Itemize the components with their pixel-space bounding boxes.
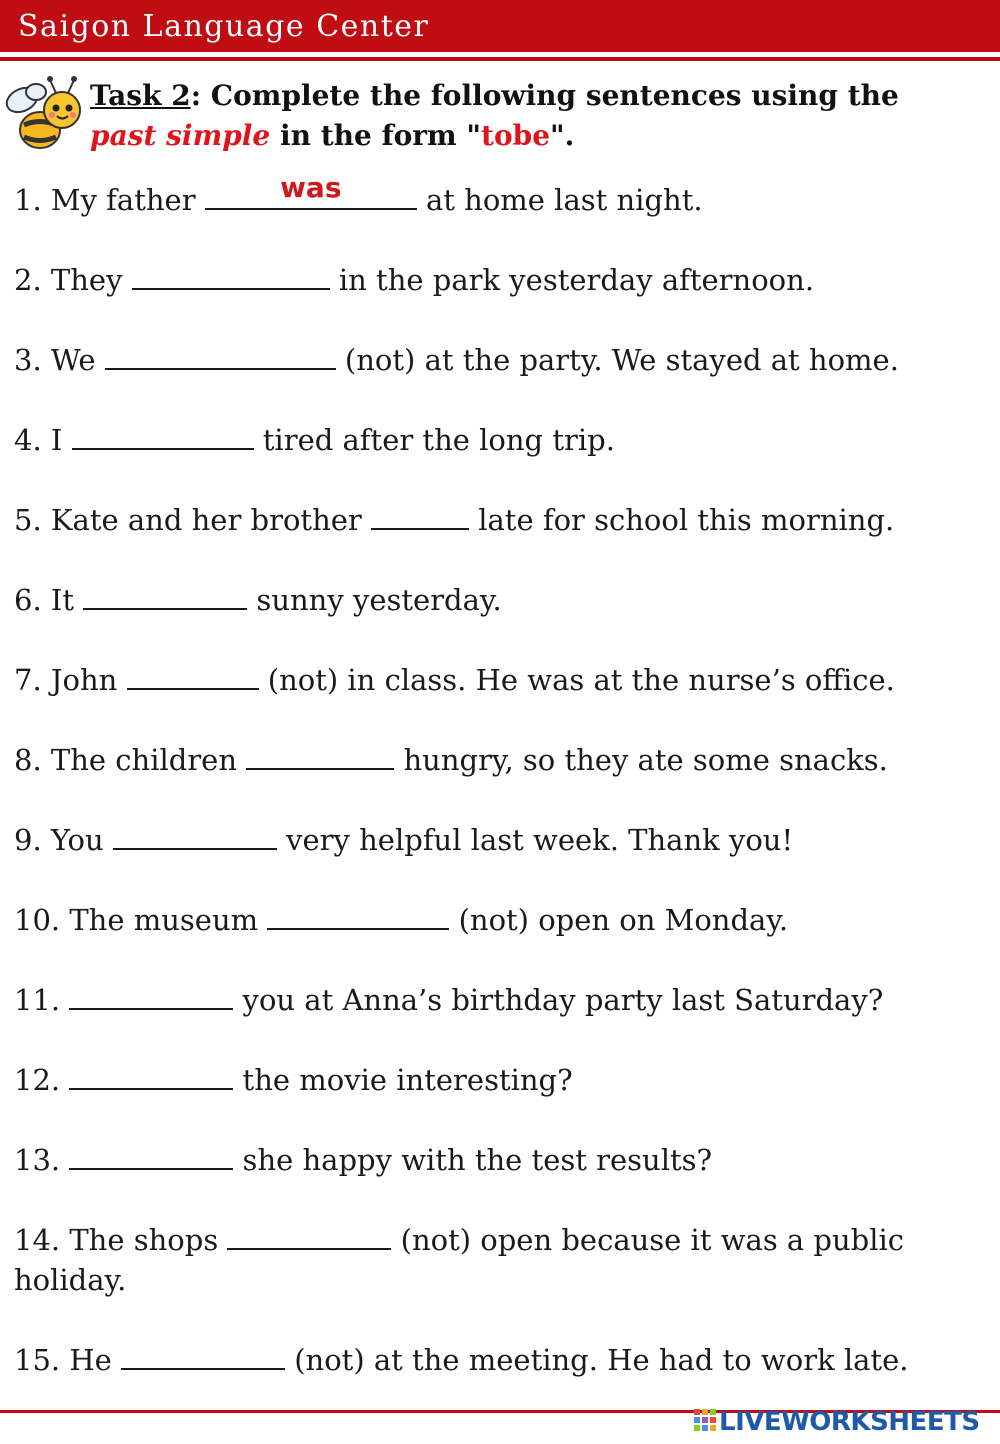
question-text: 1. My father bbox=[14, 183, 205, 217]
question-text: sunny yesterday. bbox=[247, 583, 502, 617]
answer-text: was bbox=[280, 171, 342, 204]
task-instruction bbox=[90, 76, 995, 156]
question-text: 6. It bbox=[14, 583, 84, 617]
answer-blank[interactable] bbox=[121, 1346, 285, 1370]
question-13 bbox=[14, 1140, 989, 1180]
task-text-2: in the form " bbox=[270, 119, 482, 152]
question-text: 15. He bbox=[14, 1343, 122, 1377]
question-text: 14. The shops bbox=[14, 1223, 228, 1257]
task-text-1: : Complete the following sentences using the bbox=[190, 79, 899, 112]
answer-blank[interactable] bbox=[267, 906, 449, 930]
header-bar bbox=[0, 0, 1000, 52]
question-text: 10. The museum bbox=[14, 903, 268, 937]
question-text: (not) open because it was a public holiday. bbox=[14, 1223, 905, 1297]
question-text: 11. bbox=[14, 983, 70, 1017]
liveworksheets-logo bbox=[693, 1405, 980, 1439]
question-12 bbox=[14, 1060, 989, 1100]
answer-blank[interactable] bbox=[127, 666, 259, 690]
question-4 bbox=[14, 420, 989, 460]
question-text: 3. We bbox=[14, 343, 105, 377]
task-label: Task 2 bbox=[90, 79, 191, 112]
question-5 bbox=[14, 500, 989, 540]
question-text: 4. I bbox=[14, 423, 72, 457]
question-text: 12. bbox=[14, 1063, 70, 1097]
liveworksheets-logo-icon bbox=[693, 1407, 717, 1437]
question-3 bbox=[14, 340, 989, 380]
answer-blank[interactable] bbox=[371, 506, 469, 530]
answer-blank[interactable] bbox=[69, 986, 233, 1010]
answer-blank[interactable] bbox=[113, 826, 277, 850]
question-text: you at Anna’s birthday party last Saturday? bbox=[233, 983, 884, 1017]
liveworksheets-logo-text: LIVEWORKSHEETS bbox=[719, 1407, 980, 1437]
answer-blank[interactable] bbox=[132, 266, 330, 290]
question-text: tired after the long trip. bbox=[253, 423, 615, 457]
question-text: hungry, so they ate some snacks. bbox=[394, 743, 888, 777]
answer-blank[interactable] bbox=[205, 171, 417, 210]
answer-blank[interactable] bbox=[246, 746, 394, 770]
question-text: she happy with the test results? bbox=[233, 1143, 713, 1177]
question-text: in the park yesterday afternoon. bbox=[329, 263, 815, 297]
question-8 bbox=[14, 740, 989, 780]
question-11 bbox=[14, 980, 989, 1020]
question-6 bbox=[14, 580, 989, 620]
question-text: (not) in class. He was at the nurse’s office. bbox=[258, 663, 895, 697]
answer-blank[interactable] bbox=[72, 426, 254, 450]
question-10 bbox=[14, 900, 989, 940]
answer-blank[interactable] bbox=[227, 1226, 391, 1250]
question-text: the movie interesting? bbox=[233, 1063, 573, 1097]
task-highlight: past simple bbox=[90, 119, 271, 152]
answer-blank[interactable] bbox=[69, 1066, 233, 1090]
question-1 bbox=[14, 171, 989, 220]
question-text: (not) open on Monday. bbox=[449, 903, 789, 937]
question-text: 9. You bbox=[14, 823, 113, 857]
task-text-3: ". bbox=[550, 119, 575, 152]
answer-blank[interactable] bbox=[83, 586, 247, 610]
question-text: 2. They bbox=[14, 263, 132, 297]
question-9 bbox=[14, 820, 989, 860]
question-text: (not) at the party. We stayed at home. bbox=[335, 343, 899, 377]
question-text: 7. John bbox=[14, 663, 127, 697]
question-text: at home last night. bbox=[416, 183, 703, 217]
header-divider bbox=[0, 57, 1000, 61]
question-text: 13. bbox=[14, 1143, 70, 1177]
question-text: late for school this morning. bbox=[469, 503, 895, 537]
question-text: 8. The children bbox=[14, 743, 247, 777]
answer-blank[interactable] bbox=[105, 346, 336, 370]
question-text: 5. Kate and her brother bbox=[14, 503, 372, 537]
question-15 bbox=[14, 1340, 989, 1380]
task-keyword: tobe bbox=[481, 119, 551, 152]
question-2 bbox=[14, 260, 989, 300]
header-title: Saigon Language Center bbox=[18, 9, 430, 44]
answer-blank[interactable] bbox=[69, 1146, 233, 1170]
question-text: (not) at the meeting. He had to work late. bbox=[285, 1343, 909, 1377]
question-text: very helpful last week. Thank you! bbox=[276, 823, 794, 857]
bee-icon bbox=[0, 70, 90, 160]
question-7 bbox=[14, 660, 989, 700]
question-14 bbox=[14, 1220, 989, 1300]
